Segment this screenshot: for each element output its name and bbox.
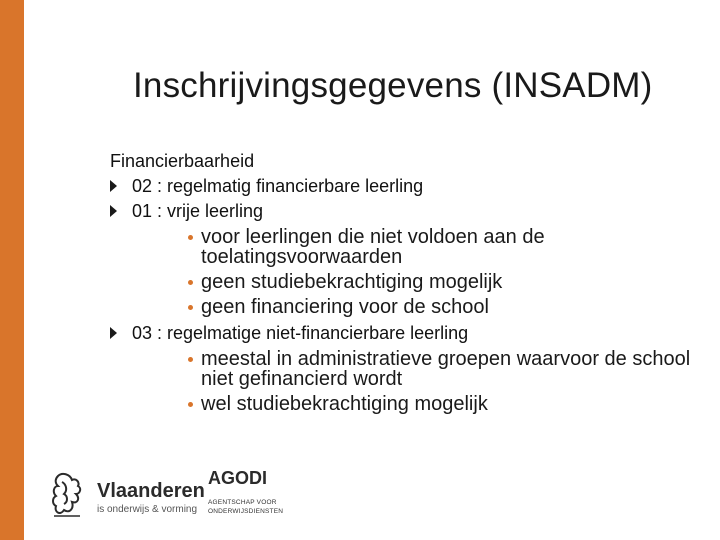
sub-list-item-label: wel studiebekrachtiging mogelijk: [201, 393, 488, 415]
sub-list-item-label: geen financiering voor de school: [201, 296, 489, 318]
flemish-lion-icon: [50, 470, 88, 522]
sub-list-item-label: voor leerlingen die niet voldoen aan de toelatingsvoorwaarden: [201, 226, 545, 268]
accent-side-bar: [0, 0, 24, 540]
slide-title: Inschrijvingsgegevens (INSADM): [133, 66, 653, 105]
agodi-logo-name: AGODI: [208, 468, 268, 488]
slide-content: [110, 150, 710, 419]
dot-icon: [188, 402, 193, 407]
agodi-subtitle-line: ONDERWIJSDIENSTEN: [208, 508, 284, 515]
dot-icon: [188, 357, 193, 362]
list-item-label: 02 : regelmatig financierbare leerling: [132, 176, 424, 196]
dot-icon: [188, 280, 193, 285]
sub-list-item: [188, 227, 710, 267]
list-item-label: 01 : vrije leerling: [132, 201, 264, 221]
list-item: [110, 200, 710, 225]
triangle-right-icon: [110, 180, 117, 192]
sub-list-item-label: geen studiebekrachtiging mogelijk: [201, 271, 503, 293]
list-item-label: 03 : regelmatige niet-financierbare leerling: [132, 323, 469, 343]
triangle-right-icon: [110, 205, 117, 217]
section-heading: Financierbaarheid: [110, 151, 255, 171]
agodi-subtitle-line: AGENTSCHAP VOOR: [208, 499, 277, 506]
footer-logos: [50, 462, 310, 532]
sub-list-item: [188, 272, 710, 292]
vlaanderen-logo-name: Vlaanderen: [97, 480, 205, 502]
triangle-right-icon: [110, 327, 117, 339]
vlaanderen-tagline: is onderwijs & vorming: [97, 504, 198, 515]
sub-list-item: [188, 394, 710, 414]
sub-list-item-label: meestal in administratieve groepen waarvoor de school niet gefinancierd wordt: [201, 348, 691, 390]
sub-list-item: [188, 349, 710, 389]
list-item: [110, 175, 710, 200]
dot-icon: [188, 305, 193, 310]
dot-icon: [188, 235, 193, 240]
sub-list-item: [188, 297, 710, 317]
list-item: [110, 322, 710, 347]
